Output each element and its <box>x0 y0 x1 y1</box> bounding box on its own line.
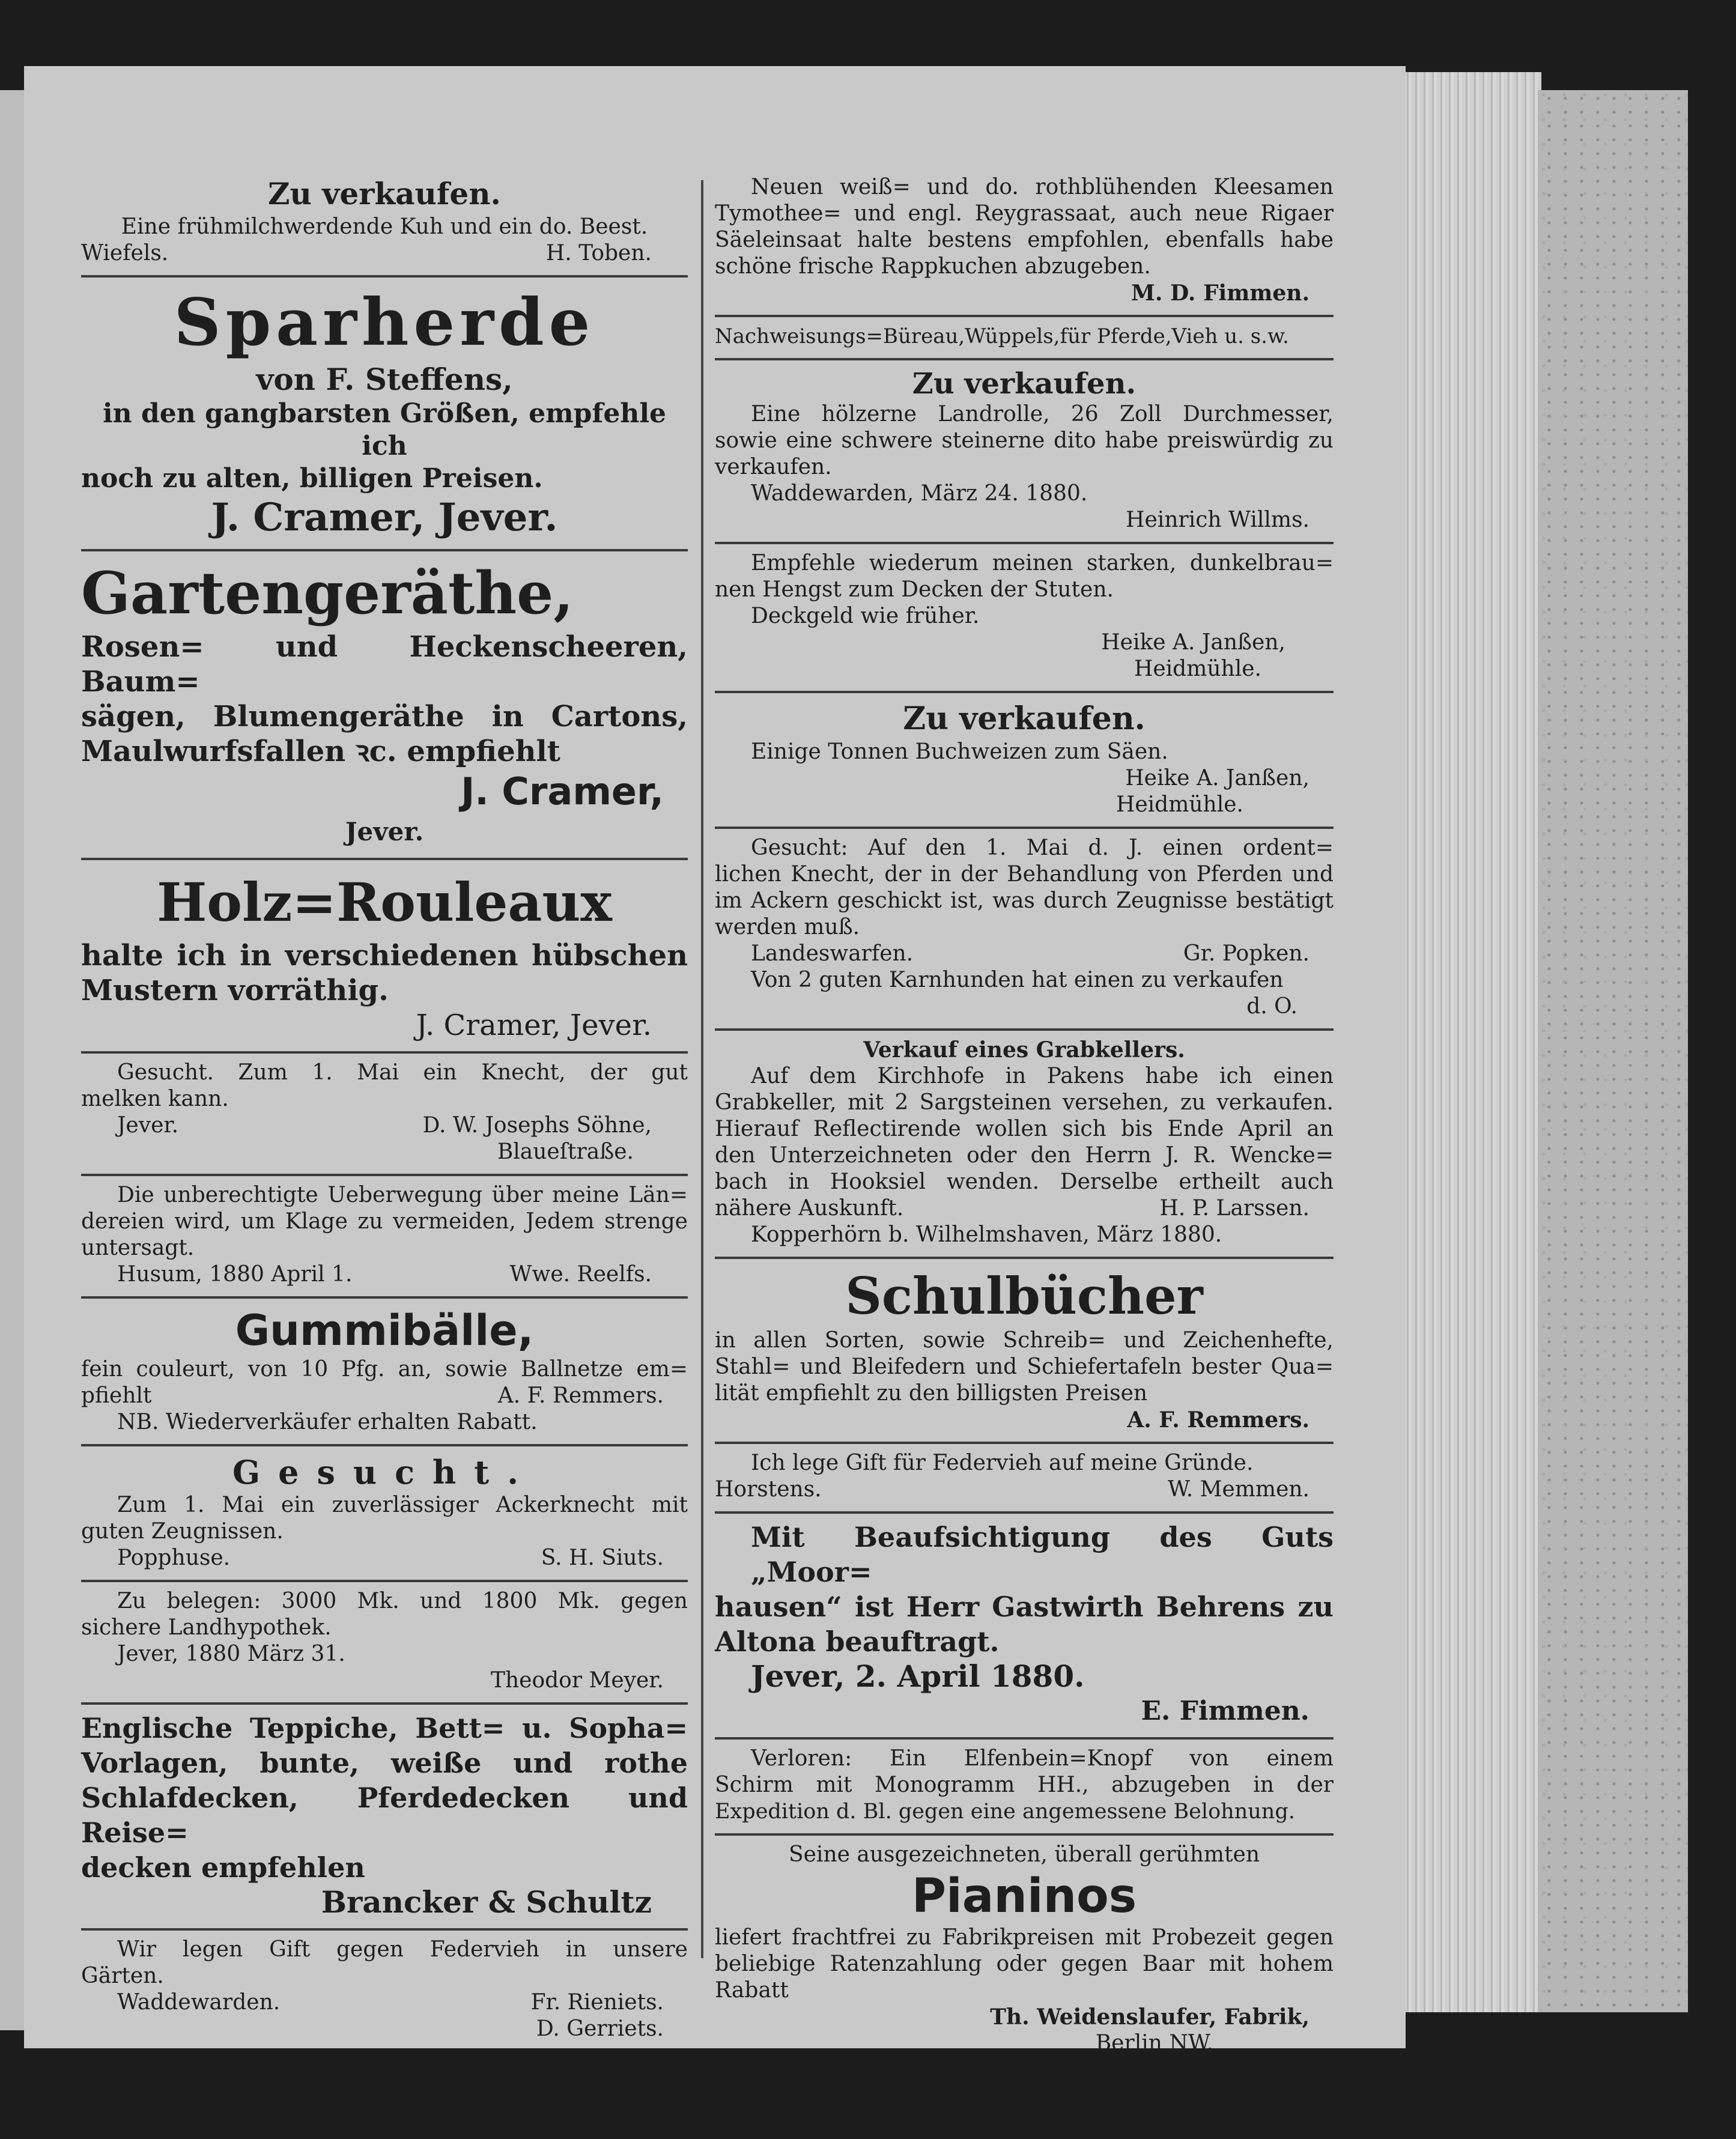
ad-place: Wiefels. <box>81 241 169 265</box>
ad-buchweizen <box>715 693 1334 829</box>
ad-text: Jever, 1880 März 31. <box>117 1642 345 1666</box>
ad-text: guten Zeugnissen. <box>81 1519 284 1544</box>
ad-title: Schulbücher <box>845 1266 1203 1326</box>
ad-text: Schirm mit Monogramm HH., abzugeben in der <box>715 1773 1334 1797</box>
ad-text: Tymothee= und engl. Reygrassaat, auch neue Rigaer <box>715 201 1334 226</box>
ad-text: Kopperhörn b. Wilhelmshaven, März 1880. <box>751 1222 1222 1247</box>
ad-text: lität empfiehlt zu den billigsten Preisen <box>715 1381 1148 1406</box>
ad-signature-row <box>81 1261 688 1288</box>
ad-text: sowie eine schwere steinerne dito habe preiswürdig zu <box>715 428 1334 453</box>
ad-signer-place: Berlin NW. <box>1095 2031 1213 2056</box>
ad-gift-federvieh <box>81 1931 688 2051</box>
ad-place: Popphuse. <box>117 1546 231 1570</box>
ad-signer-place: Heidmühle. <box>1115 792 1243 817</box>
ad-text: dereien wird, um Klage zu vermeiden, Jedem strenge <box>81 1209 688 1234</box>
ad-signer: J. Cramer, Jever. <box>416 1009 652 1042</box>
ad-place: Jever. <box>117 1113 179 1138</box>
ad-text: sägen, Blumengeräthe in Cartons, <box>81 700 688 733</box>
ad-pianinos <box>715 1836 1334 2065</box>
ad-title: Zu verkaufen. <box>903 700 1146 737</box>
ad-text: halte ich in verschiedenen hübschen <box>81 939 688 972</box>
ad-signer-place: Heidmühle. <box>1134 657 1261 681</box>
ad-text: Eine hölzerne Landrolle, 26 Zoll Durchmesser, <box>751 402 1334 426</box>
ad-text: Deckgeld wie früher. <box>751 604 980 628</box>
ad-signature-row <box>715 941 1334 967</box>
ad-text: Ich lege Gift für Federvieh auf meine Gründe. <box>751 1451 1254 1475</box>
ad-title: Zu verkaufen. <box>268 176 501 211</box>
ad-text: lichen Knecht, der in der Behandlung von Pferden und <box>715 862 1334 887</box>
ad-text: Gärten. <box>81 1964 164 1988</box>
ad-text: bach in Hooksiel wenden. Derselbe ertheilt auch <box>715 1170 1334 1194</box>
ad-text: Säeleinsaat halte bestens empfohlen, ebenfalls habe <box>715 228 1334 252</box>
ad-signer: H. P. Larssen. <box>1159 1196 1310 1221</box>
ad-place: Horstens. <box>715 1477 822 1502</box>
left-column <box>81 168 688 2051</box>
ad-signer: W. Memmen. <box>1168 1477 1310 1502</box>
ad-text: Waddewarden, März 24. 1880. <box>751 481 1088 506</box>
ad-hengst <box>715 544 1334 693</box>
ad-text: Wir legen Gift gegen Federvieh in unsere <box>117 1937 688 1962</box>
ad-title: Zu verkaufen. <box>912 367 1137 401</box>
ad-signature-row <box>81 1383 688 1409</box>
ad-text: in allen Sorten, sowie Schreib= und Zeichenhefte, <box>715 1328 1334 1353</box>
ad-text: sichere Landhypothek. <box>81 1615 332 1640</box>
ad-text: Expedition d. Bl. gegen eine angemessene Belohnung. <box>715 1800 1295 1824</box>
ad-text: fein couleurt, von 10 Pfg. an, sowie Ballnetze em= <box>81 1357 688 1382</box>
ad-nachweisungs-bureau <box>715 317 1334 360</box>
ad-text: Hierauf Reflectirende wollen sich bis Ende April an <box>715 1117 1334 1141</box>
ad-signer: D. W. Josephs Söhne, <box>422 1113 652 1138</box>
ad-text: decken empfehlen <box>81 1851 365 1884</box>
ad-text: hausen“ ist Herr Gastwirth Behrens zu <box>715 1591 1334 1623</box>
ad-text: Mit Beaufsichtigung des Guts „Moor= <box>751 1521 1334 1588</box>
ad-text: Auf dem Kirchhofe in Pakens habe ich einen <box>751 1064 1334 1088</box>
ad-place: Jever. <box>345 817 424 846</box>
ad-signer: J. Cramer, <box>461 769 664 813</box>
ad-text: in den gangbarsten Größen, empfehle ich <box>102 398 667 461</box>
ad-text: Nachweisungs=Büreau,Wüppels,für Pferde,Vieh u. s.w. <box>715 324 1289 348</box>
ad-title: Gesucht. <box>232 1453 537 1491</box>
ad-sparherde <box>81 278 688 551</box>
ad-signature-row <box>81 1112 688 1139</box>
ad-text: Vorlagen, bunte, weiße und rothe <box>81 1747 688 1779</box>
ad-signer: Heike A. Janßen, <box>1125 766 1310 790</box>
ad-text: NB. Wiederverkäufer erhalten Rabatt. <box>117 1410 538 1434</box>
ad-text: Verloren: Ein Elfenbein=Knopf von einem <box>751 1746 1334 1771</box>
ad-text: Zu belegen: 3000 Mk. und 1800 Mk. gegen <box>117 1589 688 1613</box>
ad-text: Gesucht. Zum 1. Mai ein Knecht, der gut <box>117 1060 688 1085</box>
ad-grabkeller <box>715 1031 1334 1259</box>
ad-signer: Heike A. Janßen, <box>1101 630 1285 655</box>
ad-text: Gesucht: Auf den 1. Mai d. J. einen ordent= <box>751 836 1334 860</box>
ad-text: Zum 1. Mai ein zuverlässiger Ackerknecht mit <box>117 1493 688 1517</box>
ad-signer: M. D. Fimmen. <box>1131 281 1310 306</box>
ad-text: untersagt. <box>81 1236 195 1260</box>
ad-text: verkaufen. <box>715 455 832 479</box>
ad-title: Holz=Rouleaux <box>157 871 612 933</box>
ad-text: Die unberechtigte Ueberwegung über meine Län= <box>117 1183 688 1207</box>
ad-signer: d. O. <box>1246 994 1297 1019</box>
ad-title: Verkauf eines Grabkellers. <box>863 1037 1185 1063</box>
ad-verloren <box>715 1740 1334 1836</box>
ad-text: Jever, 2. April 1880. <box>751 1658 1085 1694</box>
ad-signer: A. F. Remmers. <box>497 1383 664 1408</box>
ad-signature-row <box>81 1545 688 1571</box>
ad-title: Pianinos <box>911 1869 1137 1923</box>
ad-text: Von 2 guten Karnhunden hat einen zu verkaufen <box>751 968 1284 992</box>
ad-landrolle <box>715 360 1334 544</box>
newspaper-page <box>24 66 1406 2056</box>
ad-text: Rosen= und Heckenscheeren, Baum= <box>81 630 688 699</box>
ad-text: Altona beauftragt. <box>715 1625 1000 1658</box>
ad-signer: Brancker & Schultz <box>321 1884 652 1920</box>
ad-gummibaelle <box>81 1299 688 1446</box>
ad-signer: Gr. Popken. <box>1183 941 1310 966</box>
ad-text: Mustern vorräthig. <box>81 974 389 1007</box>
ad-gesucht-ackerknecht <box>81 1446 688 1582</box>
ad-signer: H. Toben. <box>545 241 652 265</box>
ad-text: Neuen weiß= und do. rothblühenden Kleesamen <box>751 175 1334 199</box>
ad-place: Waddewarden. <box>117 1990 281 2015</box>
ad-englische-teppiche <box>81 1705 688 1931</box>
book-cover <box>1538 90 1688 2012</box>
ad-signer: J. Cramer, Jever. <box>211 495 558 540</box>
ad-zu-belegen <box>81 1582 688 1705</box>
right-column <box>715 168 1334 2065</box>
ad-text: Grabkeller, mit 2 Sargsteinen versehen, zu verkaufen. <box>715 1090 1334 1115</box>
previous-page-edge <box>0 90 24 2030</box>
ad-text: schöne frische Rappkuchen abzugeben. <box>715 254 1151 279</box>
ad-text: Seine ausgezeichneten, überall gerühmten <box>788 1842 1260 1867</box>
ad-text: pfiehlt <box>81 1383 152 1408</box>
ad-text: Rabatt <box>715 1978 789 2003</box>
ad-title: Gartengeräthe, <box>81 559 574 627</box>
ad-title: Gummibälle, <box>235 1306 534 1355</box>
ad-text: noch zu alten, billigen Preisen. <box>81 463 543 494</box>
ad-text: von F. Steffens, <box>256 362 513 397</box>
ad-text: werden muß. <box>715 915 860 939</box>
ad-text: den Unterzeichneten oder den Herrn J. R. Wencke= <box>715 1143 1334 1168</box>
ad-signature-row <box>81 1989 688 2016</box>
ad-text: Eine frühmilchwerdende Kuh und ein do. Beest. <box>121 214 648 239</box>
ad-signer: Fr. Rieniets. <box>530 1990 664 2015</box>
ad-signer: Theodor Meyer. <box>490 1668 664 1693</box>
ad-signer-address: Blaueſtraße. <box>497 1139 634 1164</box>
column-divider <box>701 180 703 1958</box>
ad-text: nähere Auskunft. <box>715 1196 904 1221</box>
ad-text: nen Hengst zum Decken der Stuten. <box>715 577 1114 602</box>
ad-holz-rouleaux <box>81 860 688 1054</box>
ad-text: Schlafdecken, Pferdedecken und Reise= <box>81 1782 688 1849</box>
ad-text: im Ackern geschickt ist, was durch Zeugnisse bestätigt <box>715 888 1334 913</box>
ad-text: Empfehle wiederum meinen starken, dunkelbrau= <box>751 551 1334 575</box>
ad-text: Englische Teppiche, Bett= u. Sopha= <box>81 1712 688 1744</box>
ad-signer: Wwe. Reelfs. <box>509 1262 652 1287</box>
ad-signer: Th. Weidenslaufer, Fabrik, <box>990 2004 1310 2030</box>
ad-gesucht-knecht <box>81 1054 688 1176</box>
ad-moorhausen <box>715 1514 1334 1740</box>
ad-signer: S. H. Siuts. <box>541 1546 664 1570</box>
ad-signature-row <box>715 1195 1334 1222</box>
ad-text: liefert frachtfrei zu Fabrikpreisen mit Probezeit gegen <box>715 1925 1334 1950</box>
ad-gift-gruende <box>715 1444 1334 1514</box>
book-page-edges <box>1400 72 1541 2012</box>
ad-text: beliebige Ratenzahlung oder gegen Baar mit hohem <box>715 1952 1334 1976</box>
ad-signer: D. Gerriets. <box>536 2016 664 2041</box>
ad-title: Sparherde <box>174 285 595 360</box>
ad-signer: A. F. Remmers. <box>1127 1407 1310 1433</box>
ad-text: Einige Tonnen Buchweizen zum Säen. <box>751 739 1168 764</box>
ad-place: Husum, 1880 April 1. <box>117 1262 353 1287</box>
ad-gartengeraethe <box>81 551 688 860</box>
ad-kuh-verkaufen <box>81 168 688 278</box>
ad-text: melken kann. <box>81 1087 229 1111</box>
ad-text: Maulwurfsfallen ꝛc. empfiehlt <box>81 735 560 768</box>
ad-kleesamen <box>715 168 1334 317</box>
ad-signer: Heinrich Willms. <box>1126 508 1310 532</box>
ad-place: Landeswarfen. <box>751 941 914 966</box>
ad-gesucht-knecht-pferde <box>715 829 1334 1031</box>
ad-signature-row <box>715 1476 1334 1503</box>
ad-schulbuecher <box>715 1259 1334 1444</box>
ad-signer: E. Fimmen. <box>1141 1696 1310 1726</box>
ad-signature-row <box>81 240 688 267</box>
ad-ueberwegung <box>81 1176 688 1299</box>
ad-text: Stahl= und Bleifedern und Schiefertafeln bester Qua= <box>715 1355 1334 1379</box>
